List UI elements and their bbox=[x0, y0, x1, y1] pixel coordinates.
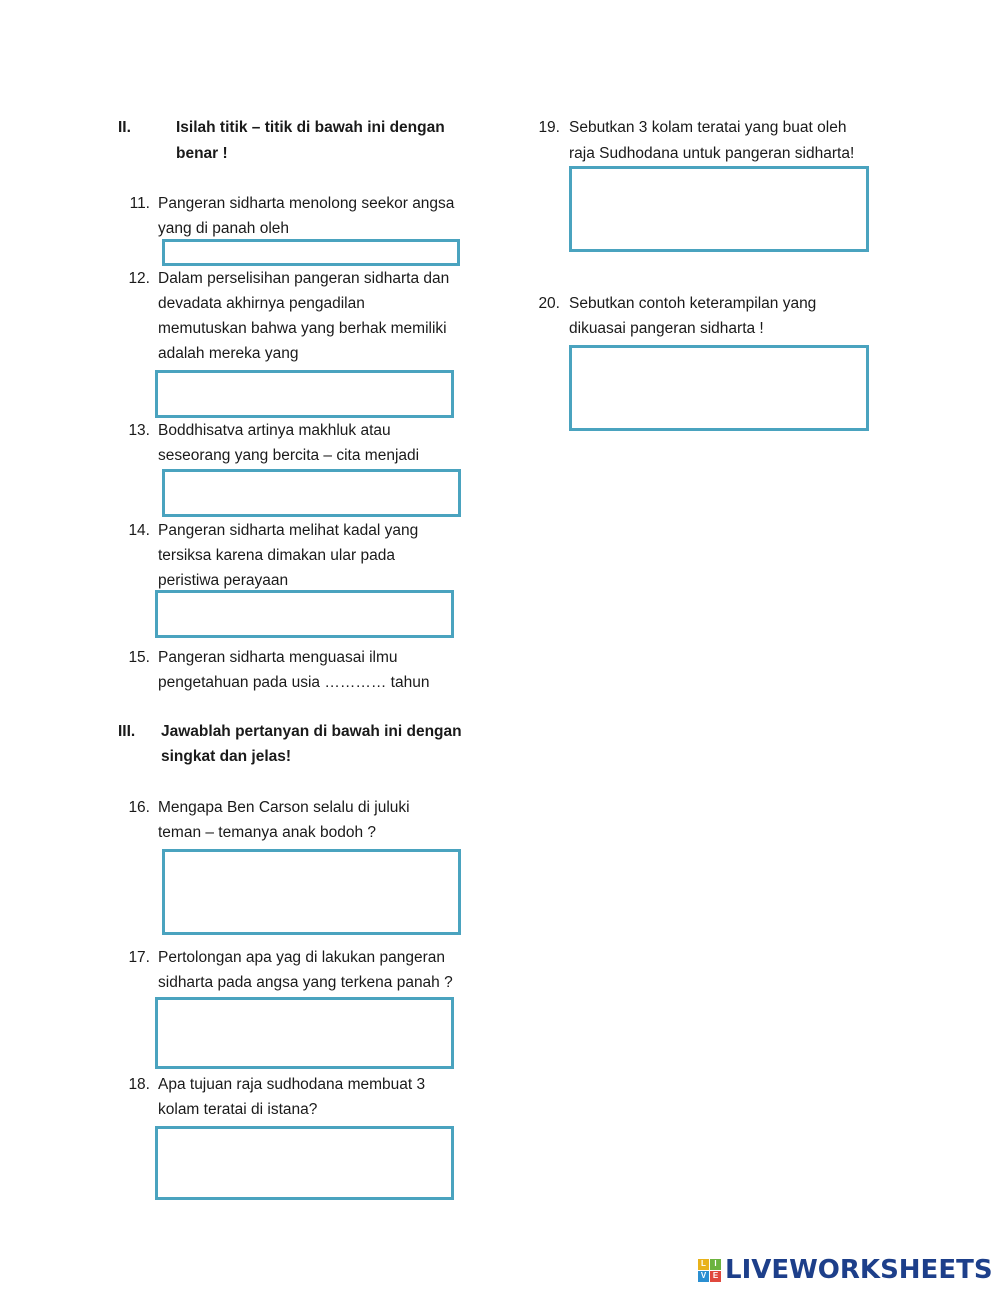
section-3-title-line-1: Jawablah pertanyan di bawah ini dengan bbox=[161, 723, 462, 740]
question-14-line-2: tersiksa karena dimakan ular pada bbox=[158, 547, 395, 564]
answer-box-16[interactable] bbox=[162, 849, 461, 935]
logo-letter-i: I bbox=[710, 1259, 721, 1270]
question-16-line-2: teman – temanya anak bodoh ? bbox=[158, 824, 377, 841]
question-14-line-1: Pangeran sidharta melihat kadal yang bbox=[158, 522, 419, 539]
question-18-number: 18. bbox=[128, 1076, 150, 1093]
question-14-number: 14. bbox=[128, 522, 150, 539]
question-17-number: 17. bbox=[128, 949, 150, 966]
question-11-line-1: Pangeran sidharta menolong seekor angsa bbox=[158, 195, 455, 212]
liveworksheets-logo-icon bbox=[698, 1259, 721, 1282]
liveworksheets-logo-text: LIVEWORKSHEETS bbox=[725, 1255, 993, 1285]
question-13-line-1: Boddhisatva artinya makhluk atau bbox=[158, 422, 391, 439]
answer-box-13[interactable] bbox=[162, 469, 461, 517]
answer-box-12[interactable] bbox=[155, 370, 454, 418]
answer-box-11[interactable] bbox=[162, 239, 460, 266]
question-20-line-1: Sebutkan contoh keterampilan yang bbox=[569, 295, 817, 312]
question-12-number: 12. bbox=[128, 270, 150, 287]
question-12-line-4: adalah mereka yang bbox=[158, 345, 299, 362]
question-18-line-2: kolam teratai di istana? bbox=[158, 1101, 318, 1118]
question-19-line-1: Sebutkan 3 kolam teratai yang buat oleh bbox=[569, 119, 847, 136]
question-20-line-2: dikuasai pangeran sidharta ! bbox=[569, 320, 764, 337]
question-17-line-1: Pertolongan apa yag di lakukan pangeran bbox=[158, 949, 445, 966]
logo-letter-e: E bbox=[710, 1271, 721, 1282]
question-13-number: 13. bbox=[128, 422, 150, 439]
answer-box-19[interactable] bbox=[569, 166, 869, 252]
question-16-number: 16. bbox=[128, 799, 150, 816]
question-12-line-3: memutuskan bahwa yang berhak memiliki bbox=[158, 320, 447, 337]
question-15-line-2: pengetahuan pada usia ………… tahun bbox=[158, 674, 430, 691]
question-12-line-1: Dalam perselisihan pangeran sidharta dan bbox=[158, 270, 450, 287]
question-12-line-2: devadata akhirnya pengadilan bbox=[158, 295, 365, 312]
question-19-line-2: raja Sudhodana untuk pangeran sidharta! bbox=[569, 145, 855, 162]
answer-box-17[interactable] bbox=[155, 997, 454, 1069]
liveworksheets-logo[interactable] bbox=[698, 1256, 993, 1284]
question-15-number: 15. bbox=[128, 649, 150, 666]
section-3-title-line-2: singkat dan jelas! bbox=[161, 748, 292, 765]
question-14-line-3: peristiwa perayaan bbox=[158, 572, 289, 589]
question-17-line-2: sidharta pada angsa yang terkena panah ? bbox=[158, 974, 453, 991]
answer-box-18[interactable] bbox=[155, 1126, 454, 1200]
section-2-numeral: II. bbox=[118, 119, 131, 136]
section-2-title-line-1: Isilah titik – titik di bawah ini dengan bbox=[176, 119, 445, 136]
logo-letter-v: V bbox=[698, 1271, 709, 1282]
question-11-number: 11. bbox=[129, 195, 150, 212]
answer-box-14[interactable] bbox=[155, 590, 454, 638]
question-13-line-2: seseorang yang bercita – cita menjadi bbox=[158, 447, 420, 464]
question-20-number: 20. bbox=[538, 295, 560, 312]
question-19-number: 19. bbox=[538, 119, 560, 136]
question-18-line-1: Apa tujuan raja sudhodana membuat 3 bbox=[158, 1076, 426, 1093]
answer-box-20[interactable] bbox=[569, 345, 869, 431]
logo-letter-l: L bbox=[698, 1259, 709, 1270]
question-11-line-2: yang di panah oleh bbox=[158, 220, 290, 237]
section-3-numeral: III. bbox=[118, 723, 136, 740]
section-2-title-line-2: benar ! bbox=[176, 145, 228, 162]
question-15-line-1: Pangeran sidharta menguasai ilmu bbox=[158, 649, 398, 666]
question-16-line-1: Mengapa Ben Carson selalu di juluki bbox=[158, 799, 410, 816]
